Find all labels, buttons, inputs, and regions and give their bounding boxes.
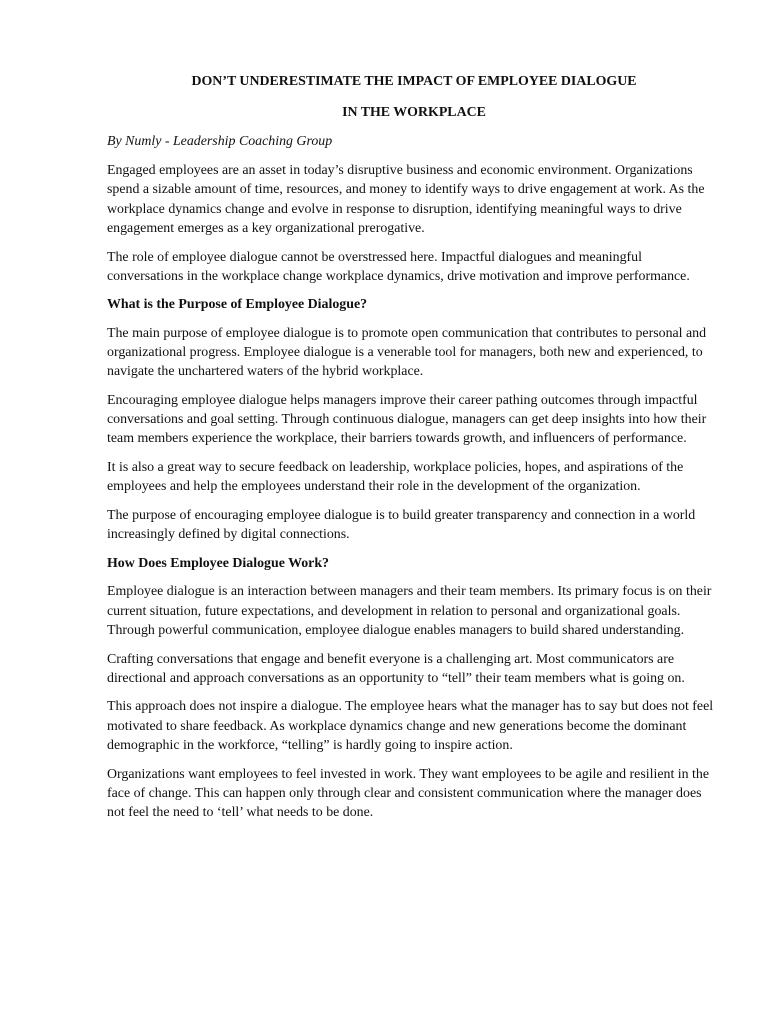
how-paragraph-4: Organizations want employees to feel invested in work. They want employees to be agile and resilient in the face of change. This can happen only through clear and consistent communication where the manager does not feel the need to ‘tell’ what needs to be done.	[107, 766, 710, 820]
how-paragraph-1: Employee dialogue is an interaction between managers and their team members. Its primary focus is on their current situation, future expectations, and development in relation to personal and organizational goals. Through powerful communication, employee dialogue enables managers to build shared understanding.	[107, 584, 712, 638]
purpose-paragraph-4: The purpose of encouraging employee dialogue is to build greater transparency and connection in a world increasingly defined by digital connections.	[107, 508, 696, 543]
purpose-paragraph-3: It is also a great way to secure feedback on leadership, workplace policies, hopes, and aspirations of the employees and help the employees understand their role in the development of the organization.	[107, 460, 684, 495]
intro-paragraph-1: Engaged employees are an asset in today’s disruptive business and economic environment. Organizations spend a sizable amount of time, resources, and money to identify ways to drive engagement at work. As the workplace dynamics change and evolve in response to disruption, identifying meaningful ways to drive engagement emerges as a key organizational prerogative.	[107, 163, 705, 236]
document-title-line-2: IN THE WORKPLACE	[342, 105, 486, 120]
byline: By Numly - Leadership Coaching Group	[107, 134, 333, 149]
purpose-paragraph-2: Encouraging employee dialogue helps managers improve their career pathing outcomes through impactful conversations and goal setting. Through continuous dialogue, managers can get deep insights into how their team members experience the workplace, their barriers towards growth, and influencers of performance.	[107, 393, 707, 447]
document-title-line-1: DON’T UNDERESTIMATE THE IMPACT OF EMPLOYEE DIALOGUE	[191, 74, 637, 89]
purpose-paragraph-1: The main purpose of employee dialogue is to promote open communication that contributes to personal and organizational progress. Employee dialogue is a venerable tool for managers, both new and experienced, to navigate the unchartered waters of the hybrid workplace.	[107, 325, 707, 380]
how-paragraph-3: This approach does not inspire a dialogue. The employee hears what the manager has to say but does not feel motivated to share feedback. As workplace dynamics change and new generations become the dominant demographic in the workforce, “telling” is hardly going to inspire action.	[107, 699, 714, 753]
section-heading-purpose: What is the Purpose of Employee Dialogue?	[107, 297, 368, 313]
document-page	[107, 72, 717, 832]
section-heading-how-it-works: How Does Employee Dialogue Work?	[107, 555, 329, 571]
how-paragraph-2: Crafting conversations that engage and benefit everyone is a challenging art. Most communicators are directional and approach conversations as an opportunity to “tell” their team members what is going on.	[107, 651, 685, 686]
intro-paragraph-2: The role of employee dialogue cannot be overstressed here. Impactful dialogues and meaningful conversations in the workplace change workplace dynamics, drive motivation and improve performance.	[107, 249, 690, 284]
